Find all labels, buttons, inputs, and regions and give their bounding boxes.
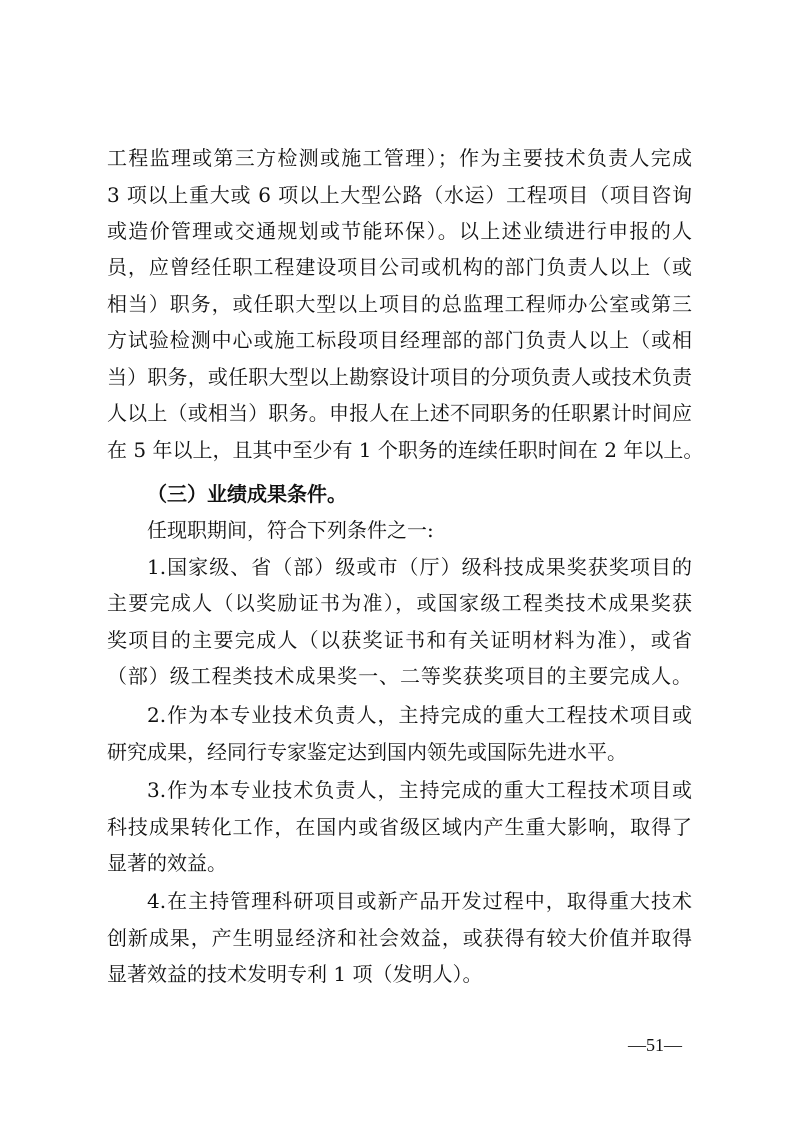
page-number: —51— [628, 1035, 682, 1055]
body-text-line: 工程监理或第三方检测或施工管理）；作为主要技术负责人完成 [107, 146, 692, 170]
body-text-line: 在 5 年以上，且其中至少有 1 个职务的连续任职时间在 2 年以上。 [107, 438, 704, 462]
list-item-line: 主要完成人（以奖励证书为准），或国家级工程类技术成果奖获 [107, 591, 692, 615]
section-heading: （三）业绩成果条件。 [147, 482, 347, 506]
list-item-line: 4.在主持管理科研项目或新产品开发过程中，取得重大技术 [147, 889, 692, 913]
body-text-line: 3 项以上重大或 6 项以上大型公路（水运）工程项目（项目咨询 [107, 183, 692, 207]
body-text-line: 或造价管理或交通规划或节能环保）。以上述业绩进行申报的人 [107, 219, 692, 243]
list-item-line: 显著的效益。 [107, 851, 227, 875]
list-item-line: （部）级工程类技术成果奖一、二等奖获奖项目的主要完成人。 [107, 664, 692, 688]
body-text-line: 方试验检测中心或施工标段项目经理部的部门负责人以上（或相 [107, 328, 692, 352]
body-text-line: 人以上（或相当）职务。申报人在上述不同职务的任职累计时间应 [107, 401, 692, 425]
list-item-line: 2.作为本专业技术负责人，主持完成的重大工程技术项目或 [147, 703, 692, 727]
body-text-line: 员，应曾经任职工程建设项目公司或机构的部门负责人以上（或 [107, 255, 692, 279]
body-text-line: 相当）职务，或任职大型以上项目的总监理工程师办公室或第三 [107, 292, 692, 316]
body-text-line: 当）职务，或任职大型以上勘察设计项目的分项负责人或技术负责 [107, 365, 692, 389]
list-item-line: 奖项目的主要完成人（以获奖证书和有关证明材料为准），或省 [107, 628, 692, 652]
list-item-line: 研究成果，经同行专家鉴定达到国内领先或国际先进水平。 [107, 740, 627, 764]
body-text-line: 任现职期间，符合下列条件之一: [147, 518, 434, 542]
list-item-line: 科技成果转化工作，在国内或省级区域内产生重大影响，取得了 [107, 815, 692, 839]
list-item-line: 3.作为本专业技术负责人，主持完成的重大工程技术项目或 [147, 778, 692, 802]
list-item-line: 显著效益的技术发明专利 1 项（发明人）。 [107, 962, 483, 986]
list-item-line: 创新成果，产生明显经济和社会效益，或获得有较大价值并取得 [107, 926, 692, 950]
list-item-line: 1.国家级、省（部）级或市（厅）级科技成果奖获奖项目的 [147, 555, 692, 579]
